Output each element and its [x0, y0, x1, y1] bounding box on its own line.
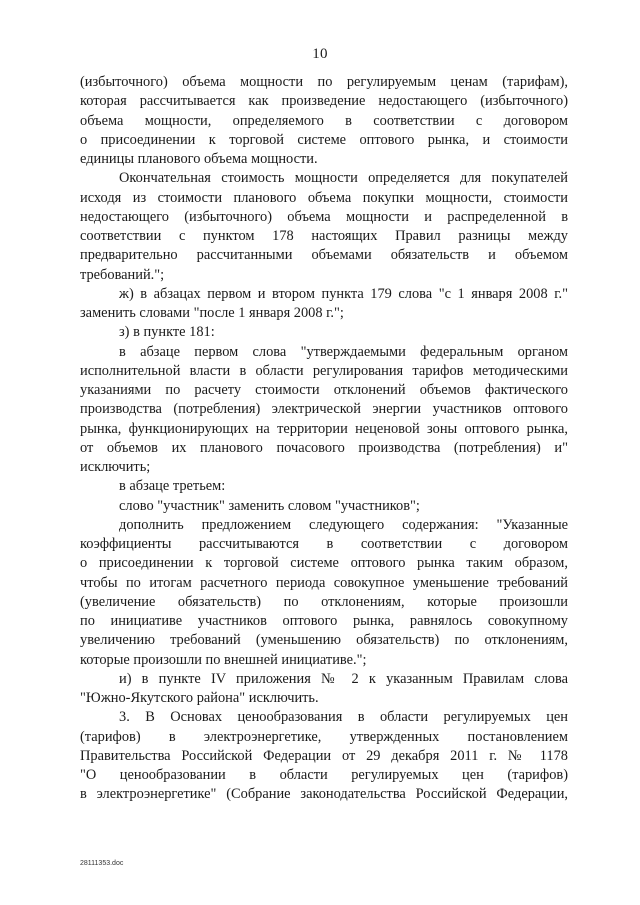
text-line: указаниями по расчету стоимости отклонений объемов фактического	[80, 382, 568, 398]
text-line: рынка, функционирующих на территории неценовой зоны оптового рынка,	[80, 420, 568, 437]
text-line: увеличению требований (уменьшению обязательств) по отклонениям,	[80, 632, 568, 649]
text-line: слово "участник" заменить словом "участников";	[119, 497, 420, 514]
text-line: производства (потребления) электрической энергии участников оптового	[80, 401, 568, 418]
text-line: ж) в абзацах первом и втором пункта 179 слова "с 1 января 2008 г."	[119, 285, 568, 302]
text-line: по инициативе участников оптового рынка, равнялось совокупному	[80, 613, 568, 629]
text-line: в абзаце первом слова "утверждаемыми федеральным органом	[119, 343, 568, 360]
text-line: исходя из стоимости планового объема покупки мощности, стоимости	[80, 189, 568, 206]
text-line: исключить;	[80, 459, 151, 475]
text-line: исполнительной власти в области регулирования тарифов методическими	[80, 362, 568, 379]
body-text	[80, 73, 568, 805]
text-line: требований.";	[80, 266, 165, 283]
text-line: от объемов их планового почасового производства (потребления) и"	[80, 439, 568, 456]
text-line: дополнить предложением следующего содержания: "Указанные	[119, 516, 568, 533]
text-line: которая рассчитывается как произведение недостающего (избыточного)	[80, 93, 568, 110]
page-number: 10	[312, 46, 328, 62]
text-line: (тарифов) в электроэнергетике, утвержденных постановлением	[80, 728, 568, 745]
text-line: предварительно рассчитанными объемами обязательств и объемом	[80, 247, 568, 264]
text-line: заменить словами "после 1 января 2008 г.";	[80, 305, 344, 321]
text-line: чтобы по итогам расчетного периода совокупное уменьшение требований	[80, 574, 568, 591]
text-line: недостающего (избыточного) объема мощности и распределенной в	[80, 208, 568, 225]
text-line: (избыточного) объема мощности по регулируемым ценам (тарифам),	[80, 74, 568, 90]
footer-file-name: 28111353.doc	[80, 860, 124, 867]
text-line: и) в пункте IV приложения № 2 к указанным Правилам слова	[119, 670, 568, 687]
text-line: объема мощности, определяемого в соответствии с договором	[80, 112, 568, 129]
text-line: соответствии с пунктом 178 настоящих Правил разницы между	[80, 228, 568, 244]
text-line: Правительства Российской Федерации от 29 декабря 2011 г. № 1178	[80, 747, 568, 764]
text-line: которые произошли по внешней инициативе.";	[80, 651, 367, 668]
text-line: о присоединении к торговой системе оптового рынка, и стоимости	[80, 131, 568, 148]
text-line: коэффициенты рассчитываются в соответствии с договором	[80, 536, 568, 552]
text-line: "О ценообразовании в области регулируемых цен (тарифов)	[80, 767, 568, 783]
text-line: о присоединении к торговой системе оптового рынка таким образом,	[80, 555, 568, 572]
text-line: в абзаце третьем:	[119, 478, 226, 495]
text-line: Окончательная стоимость мощности определяется для покупателей	[119, 170, 568, 187]
text-line: 3. В Основах ценообразования в области регулируемых цен	[119, 709, 568, 726]
text-line: "Южно-Якутского района" исключить.	[80, 690, 319, 706]
text-line: (увеличение обязательств) по отклонениям, которые произошли	[80, 593, 568, 610]
text-line: в электроэнергетике" (Собрание законодательства Российской Федерации,	[80, 786, 568, 803]
text-line: единицы планового объема мощности.	[80, 151, 318, 167]
text-line: з) в пункте 181:	[119, 324, 215, 341]
